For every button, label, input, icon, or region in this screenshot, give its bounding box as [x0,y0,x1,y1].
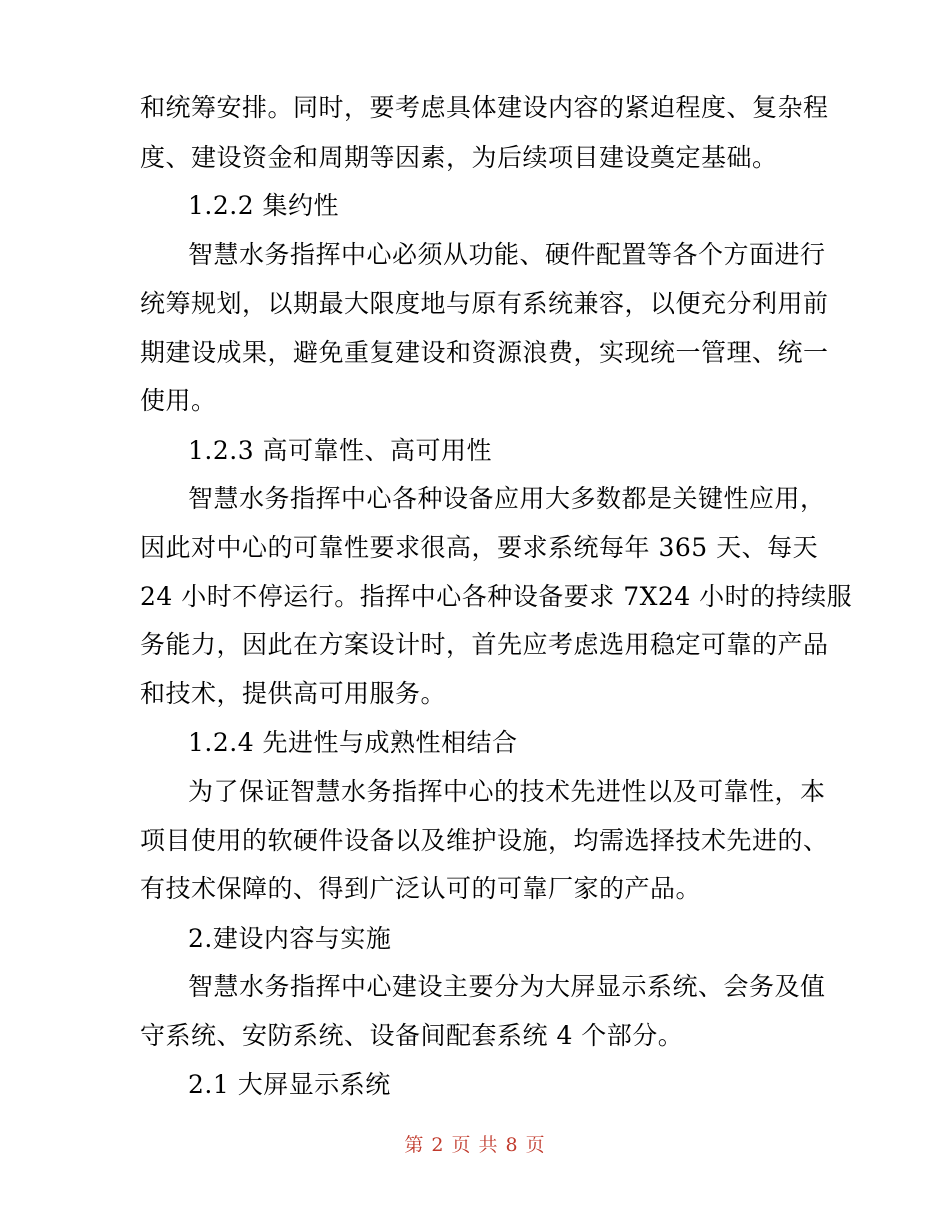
body-text-line: 因此对中心的可靠性要求很高，要求系统每年 365 天、每天 [140,533,819,562]
section-heading-2-1: 2.1 大屏显示系统 [188,1070,391,1099]
body-text-line: 有技术保障的、得到广泛认可的可靠厂家的产品。 [140,874,702,903]
section-heading-1-2-3: 1.2.3 高可靠性、高可用性 [188,436,493,465]
page-number-footer: 第 2 页 共 8 页 [404,1134,546,1156]
body-text-line: 和技术，提供高可用服务。 [140,679,447,708]
section-heading-1-2-4: 1.2.4 先进性与成熟性相结合 [188,728,518,757]
body-text-line: 智慧水务指挥中心各种设备应用大多数都是关键性应用， [188,484,826,513]
body-text-line: 守系统、安防系统、设备间配套系统 4 个部分。 [140,1021,684,1050]
body-text-line: 项目使用的软硬件设备以及维护设施，均需选择技术先进的、 [140,826,829,855]
body-text-line: 使用。 [140,386,217,415]
body-text-line: 期建设成果，避免重复建设和资源浪费，实现统一管理、统一 [140,338,829,367]
body-text-line: 24 小时不停运行。指挥中心各种设备要求 7X24 小时的持续服 [140,582,853,611]
body-text-line: 智慧水务指挥中心必须从功能、硬件配置等各个方面进行 [188,240,826,269]
body-text-line: 度、建设资金和周期等因素，为后续项目建设奠定基础。 [140,143,778,172]
section-heading-1-2-2: 1.2.2 集约性 [188,191,340,220]
body-text-line: 务能力，因此在方案设计时，首先应考虑选用稳定可靠的产品 [140,630,829,659]
body-text-line: 和统筹安排。同时，要考虑具体建设内容的紧迫程度、复杂程 [140,93,829,122]
body-text-line: 智慧水务指挥中心建设主要分为大屏显示系统、会务及值 [188,972,826,1001]
body-text-line: 统筹规划，以期最大限度地与原有系统兼容，以便充分利用前 [140,289,829,318]
section-heading-2: 2.建设内容与实施 [188,924,392,953]
body-text-line: 为了保证智慧水务指挥中心的技术先进性以及可靠性，本 [188,777,826,806]
